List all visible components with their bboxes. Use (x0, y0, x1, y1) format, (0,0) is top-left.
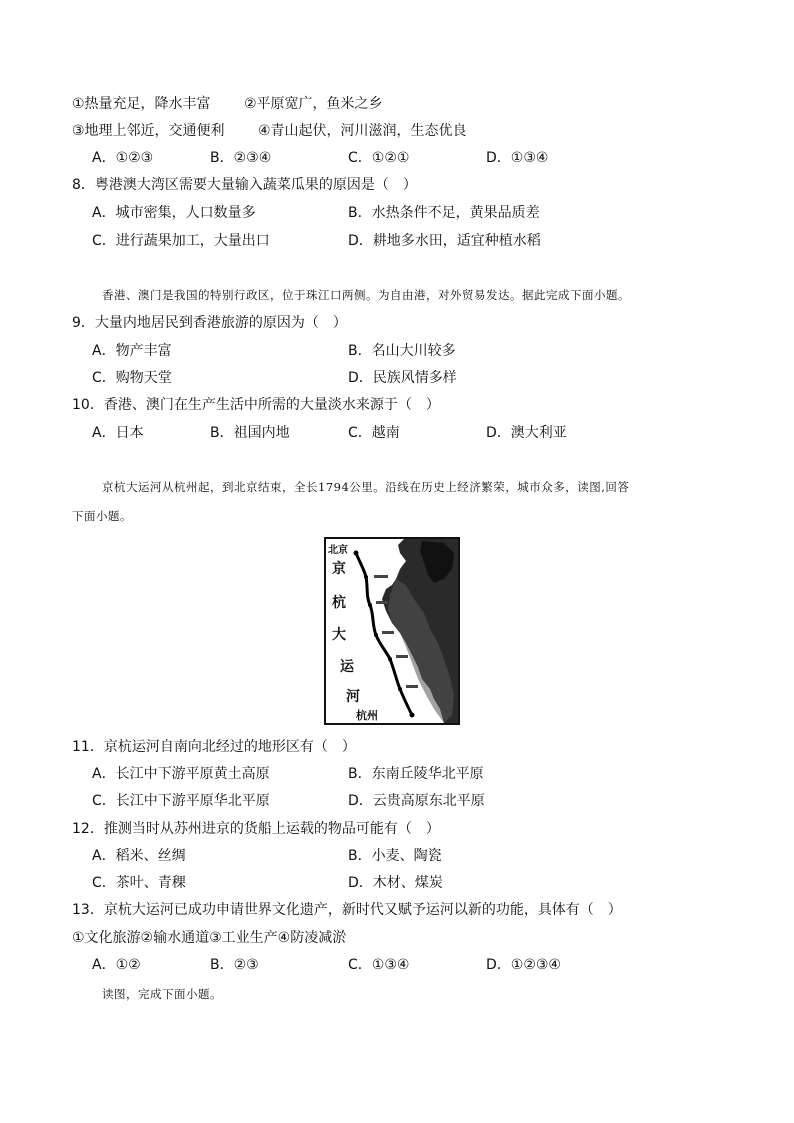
q8-option-a[interactable]: A．城市密集，人口数量多 (92, 205, 256, 221)
q11-option-d[interactable]: D．云贵高原东北平原 (348, 793, 485, 809)
q9-option-a[interactable]: A．物产丰富 (92, 343, 172, 359)
q7-statement-1: ①热量充足，降水丰富 (72, 96, 211, 112)
city-dot (364, 575, 368, 579)
q13-option-c[interactable]: C．①③④ (348, 957, 410, 973)
q7-statement-2: ②平原宽广，鱼米之乡 (244, 96, 383, 112)
q13-option-d[interactable]: D．①②③④ (486, 957, 561, 973)
q12-option-c[interactable]: C．茶叶、青稞 (92, 875, 186, 891)
intro-grand-canal-line1: 京杭大运河从杭州起，到北京结束，全长1794公里。沿线在历史上经济繁荣，城市众多，读图,回答 (102, 480, 630, 494)
intro-grand-canal-line2: 下面小题。 (72, 509, 132, 523)
city-label-mark (374, 575, 388, 578)
q10-option-c[interactable]: C．越南 (348, 425, 400, 441)
q10-option-b[interactable]: B．祖国内地 (210, 425, 290, 441)
q12-option-d[interactable]: D．木材、煤炭 (348, 875, 443, 891)
map-label-beijing: 北京 (328, 545, 348, 556)
q7-option-c[interactable]: C．①②① (348, 150, 410, 166)
city-dot (374, 633, 378, 637)
q7-option-b[interactable]: B．②③④ (210, 150, 272, 166)
q13-statements: ①文化旅游②输水通道③工业生产④防凌减淤 (72, 930, 347, 946)
q13-option-a[interactable]: A．①② (92, 957, 141, 973)
city-label-mark (382, 631, 394, 634)
q7-statement-4: ④青山起伏，河川滋润，生态优良 (258, 123, 467, 139)
city-dot (388, 657, 392, 661)
map-title-char-4: 运 (340, 659, 354, 675)
q9-option-d[interactable]: D．民族风情多样 (348, 370, 457, 386)
map-title-char-1: 京 (332, 561, 346, 577)
city-label-mark (406, 685, 418, 688)
q10-option-a[interactable]: A．日本 (92, 425, 144, 441)
city-dot-beijing (354, 551, 359, 556)
grand-canal-map (324, 537, 460, 725)
q10-option-d[interactable]: D．澳大利亚 (486, 425, 567, 441)
map-label-hangzhou: 杭州 (356, 709, 378, 722)
city-label-mark (376, 601, 388, 604)
q11-option-b[interactable]: B．东南丘陵华北平原 (348, 766, 484, 782)
q12-option-b[interactable]: B．小麦、陶瓷 (348, 848, 442, 864)
q8-stem: 8．粤港澳大湾区需要大量输入蔬菜瓜果的原因是（ ） (72, 177, 417, 193)
city-dot (368, 603, 372, 607)
q7-option-a[interactable]: A．①②③ (92, 150, 154, 166)
city-dot-hangzhou (410, 713, 415, 718)
q12-option-a[interactable]: A．稻米、丝绸 (92, 848, 186, 864)
city-label-mark (396, 655, 408, 658)
q11-option-a[interactable]: A．长江中下游平原黄土高原 (92, 766, 270, 782)
q7-option-d[interactable]: D．①③④ (486, 150, 549, 166)
grand-canal-map-drawing (326, 539, 458, 723)
q8-option-b[interactable]: B．水热条件不足，黄果品质差 (348, 205, 540, 221)
q13-option-b[interactable]: B．②③ (210, 957, 259, 973)
q7-statement-3: ③地理上邻近，交通便利 (72, 123, 225, 139)
q10-stem: 10．香港、澳门在生产生活中所需的大量淡水来源于（ ） (72, 397, 440, 413)
map-title-char-2: 杭 (332, 595, 346, 611)
map-title-char-5: 河 (346, 689, 360, 705)
q8-option-c[interactable]: C．进行蔬果加工，大量出口 (92, 233, 270, 249)
q11-stem: 11．京杭运河自南向北经过的地形区有（ ） (72, 739, 356, 755)
q8-option-d[interactable]: D．耕地多水田，适宜种植水稻 (348, 233, 541, 249)
q9-option-b[interactable]: B．名山大川较多 (348, 343, 456, 359)
q9-option-c[interactable]: C．购物天堂 (92, 370, 172, 386)
map-title-char-3: 大 (332, 627, 346, 643)
q11-option-c[interactable]: C．长江中下游平原华北平原 (92, 793, 270, 809)
q9-stem: 9．大量内地居民到香港旅游的原因为（ ） (72, 315, 347, 331)
q12-stem: 12．推测当时从苏州进京的货船上运载的物品可能有（ ） (72, 821, 440, 837)
intro-read-figure: 读图，完成下面小题。 (102, 987, 222, 1001)
intro-hongkong-macau: 香港、澳门是我国的特别行政区，位于珠江口两侧。为自由港，对外贸易发达。据此完成下面小题。 (102, 288, 630, 302)
city-dot (398, 687, 402, 691)
q13-stem: 13．京杭大运河已成功申请世界文化遗产，新时代又赋予运河以新的功能，具体有（ ） (72, 902, 622, 918)
